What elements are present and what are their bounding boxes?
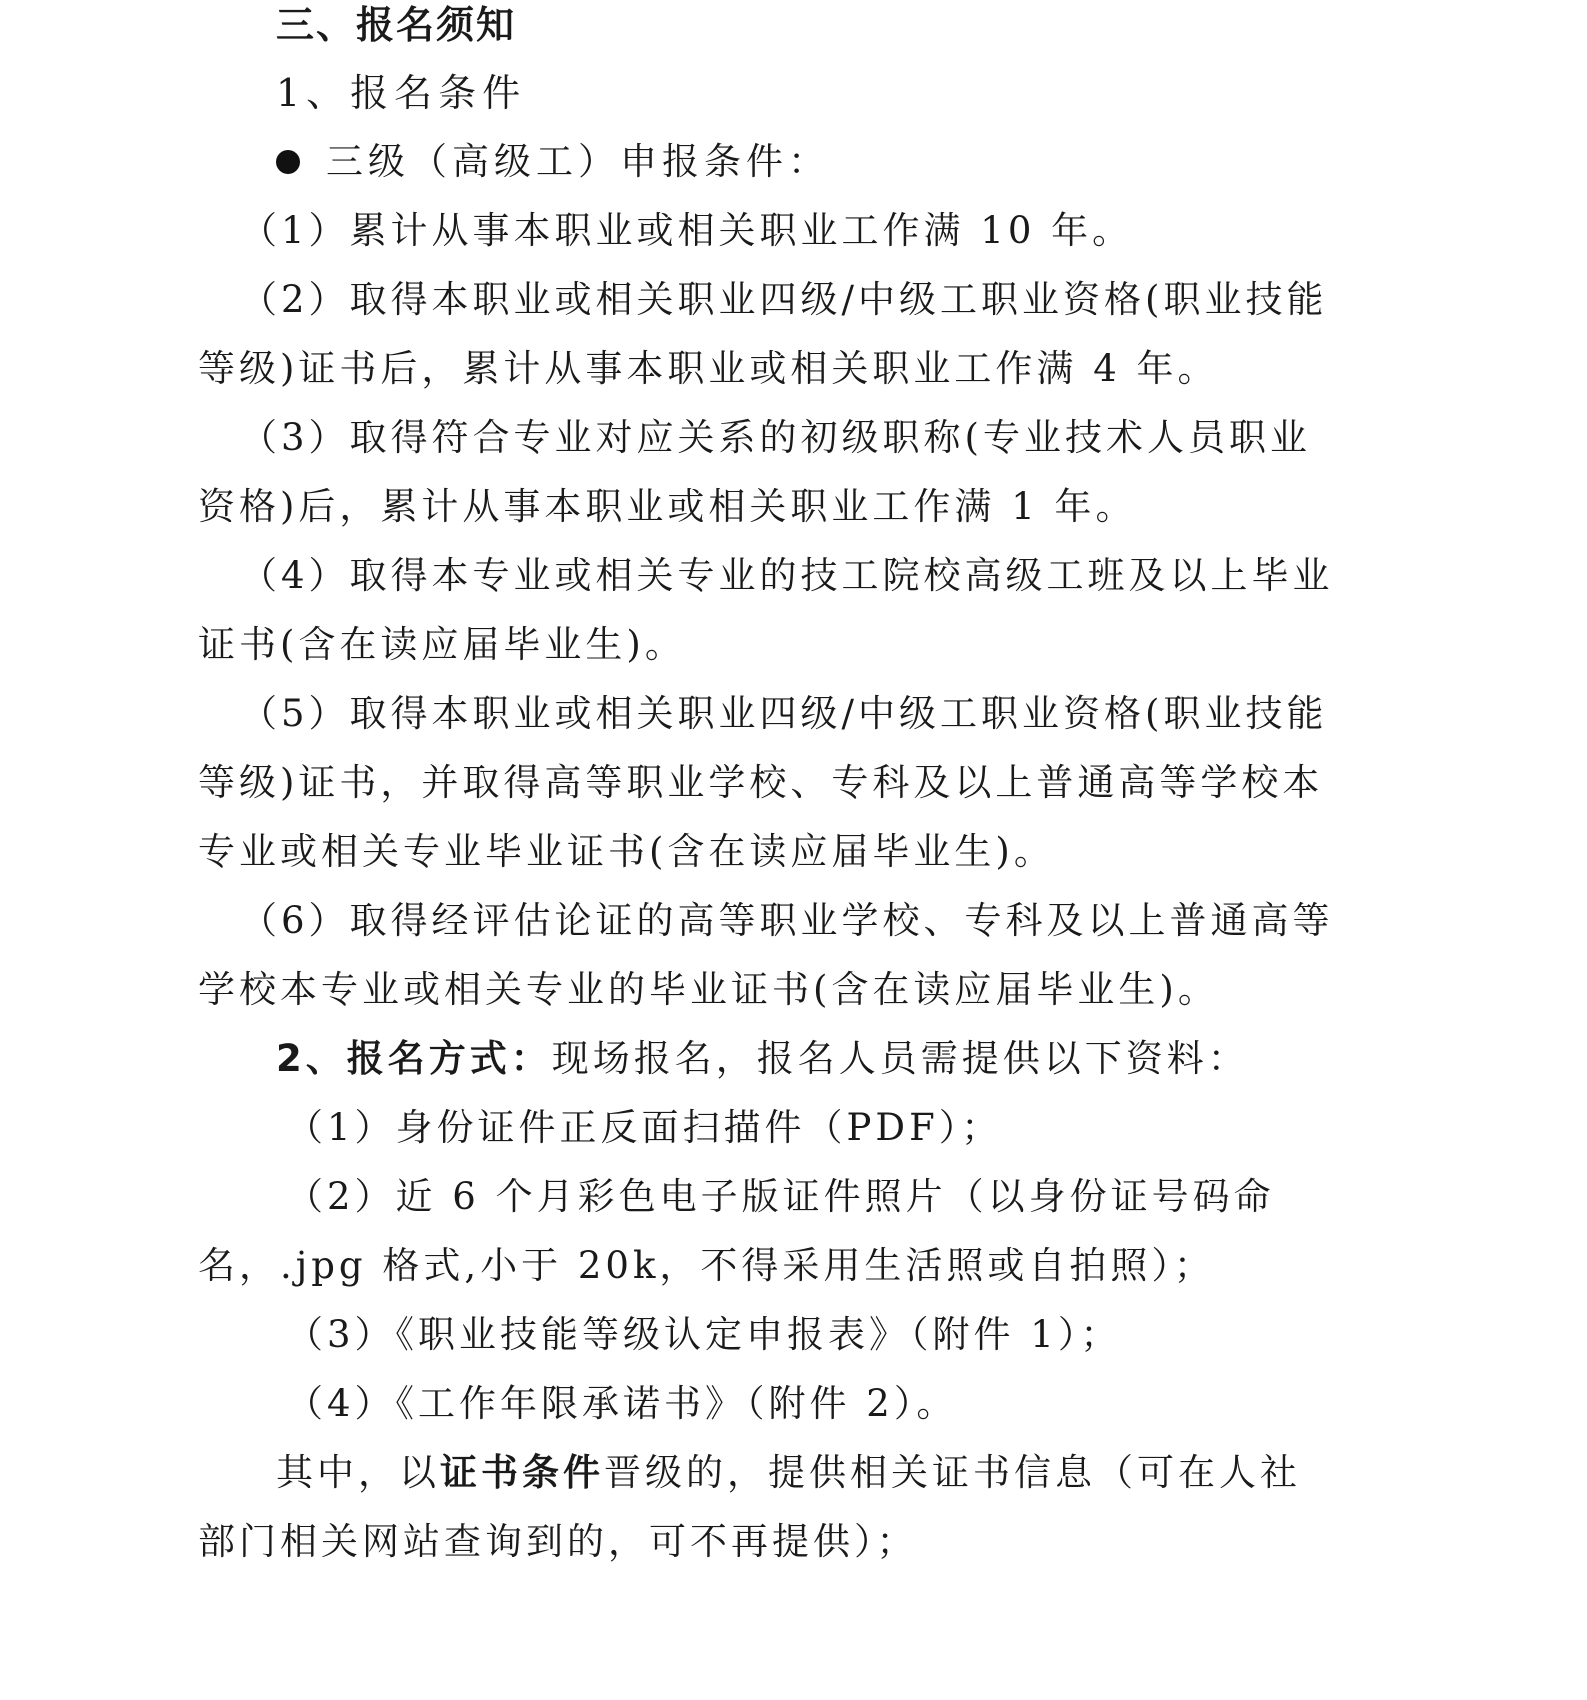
section-heading: 三、报名须知 bbox=[276, 3, 517, 47]
condition-2-line-2: 等级)证书后，累计从事本职业或相关职业工作满 4 年。 bbox=[198, 347, 1219, 390]
note-part-2-bold: 证书条件 bbox=[440, 1451, 604, 1494]
condition-2-line-1: （2）取得本职业或相关职业四级/中级工职业资格(职业技能 bbox=[240, 278, 1328, 321]
method-title-bold: 2、报名方式： bbox=[276, 1037, 552, 1080]
condition-5-line-3: 专业或相关专业毕业证书(含在读应届毕业生)。 bbox=[198, 830, 1055, 873]
material-2-line-2: 名，.jpg 格式,小于 20k，不得采用生活照或自拍照）； bbox=[198, 1244, 1215, 1287]
material-3: （3）《职业技能等级认定申报表》（附件 1）； bbox=[286, 1313, 1122, 1356]
method-title-rest: 现场报名，报名人员需提供以下资料： bbox=[551, 1037, 1249, 1080]
material-1: （1）身份证件正反面扫描件（PDF）； bbox=[286, 1106, 1003, 1149]
bullet-heading-text: 三级（高级工）申报条件： bbox=[326, 140, 830, 183]
condition-5-line-1: （5）取得本职业或相关职业四级/中级工职业资格(职业技能 bbox=[240, 692, 1328, 735]
condition-5-line-2: 等级)证书，并取得高等职业学校、专科及以上普通高等学校本 bbox=[198, 761, 1324, 804]
condition-4-line-1: （4）取得本专业或相关专业的技工院校高级工班及以上毕业 bbox=[240, 554, 1334, 597]
material-4: （4）《工作年限承诺书》（附件 2）。 bbox=[286, 1382, 958, 1425]
material-2-line-1: （2）近 6 个月彩色电子版证件照片（以身份证号码命 bbox=[286, 1175, 1275, 1218]
note-part-3: 晋级的，提供相关证书信息（可在人社 bbox=[604, 1451, 1301, 1494]
condition-3-line-2: 资格)后，累计从事本职业或相关职业工作满 1 年。 bbox=[198, 485, 1137, 528]
condition-3-line-1: （3）取得符合专业对应关系的初级职称(专业技术人员职业 bbox=[240, 416, 1311, 459]
condition-4-line-2: 证书(含在读应届毕业生)。 bbox=[198, 623, 686, 666]
condition-6-line-2: 学校本专业或相关专业的毕业证书(含在读应届毕业生)。 bbox=[198, 968, 1219, 1011]
bullet-dot-icon bbox=[276, 150, 300, 174]
bullet-heading bbox=[276, 137, 830, 187]
subsection-title-conditions: 1、报名条件 bbox=[276, 71, 527, 115]
condition-6-line-1: （6）取得经评估论证的高等职业学校、专科及以上普通高等 bbox=[240, 899, 1334, 942]
note-line-1 bbox=[276, 1448, 1301, 1498]
condition-1: （1）累计从事本职业或相关职业工作满 10 年。 bbox=[240, 209, 1134, 252]
note-line-2: 部门相关网站查询到的，可不再提供）； bbox=[198, 1520, 918, 1563]
subsection-title-method bbox=[276, 1034, 1249, 1084]
note-part-1: 其中，以 bbox=[276, 1451, 440, 1494]
